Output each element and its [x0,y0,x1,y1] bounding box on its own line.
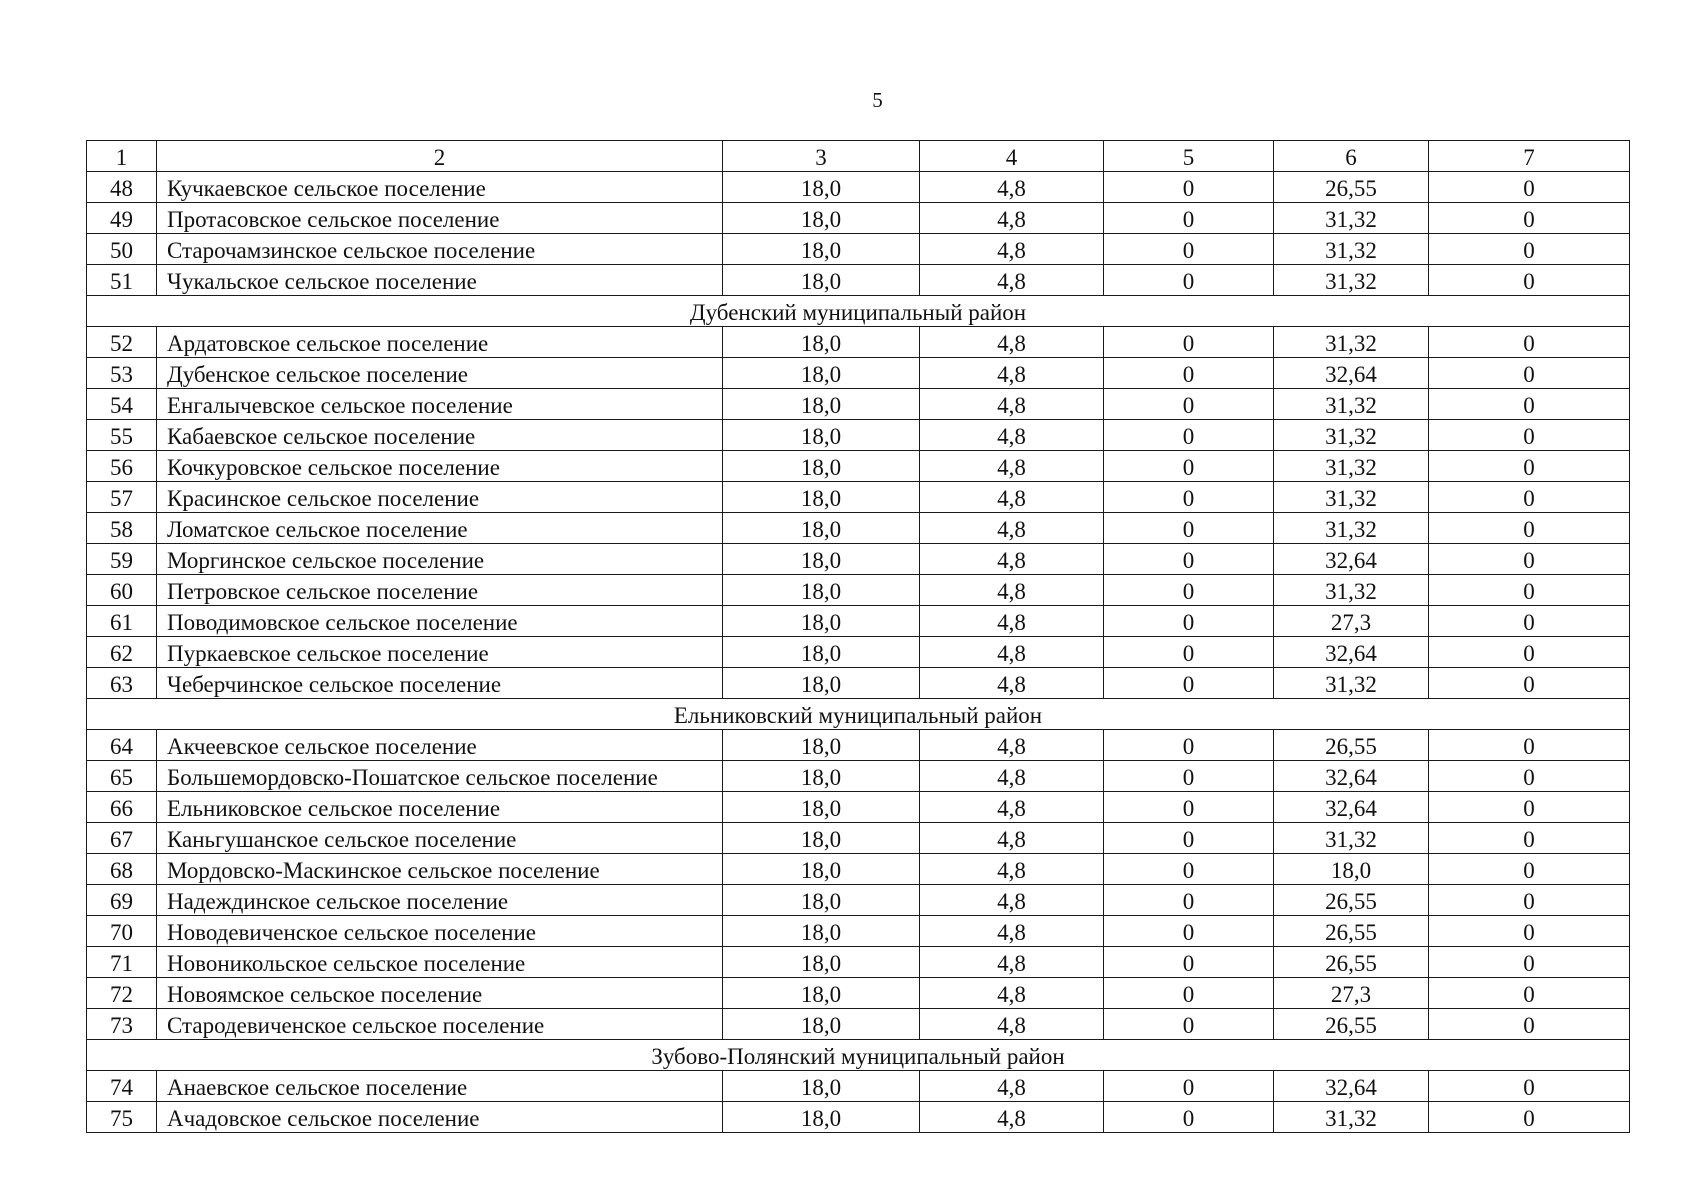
col4-cell: 4,8 [920,668,1104,699]
col4-cell: 4,8 [920,265,1104,296]
col3-cell: 18,0 [723,823,920,854]
col7-cell: 0 [1429,327,1630,358]
col4-cell: 4,8 [920,575,1104,606]
col6-cell: 32,64 [1274,358,1429,389]
col6-cell: 31,32 [1274,265,1429,296]
col6-cell: 31,32 [1274,327,1429,358]
col4-cell: 4,8 [920,234,1104,265]
row-number-cell: 67 [87,823,157,854]
settlement-name-cell: Большемордовско-Пошатское сельское поселение [157,761,723,792]
col7-cell: 0 [1429,668,1630,699]
header-cell: 3 [723,141,920,172]
col4-cell: 4,8 [920,916,1104,947]
col5-cell: 0 [1104,1102,1274,1133]
col6-cell: 31,32 [1274,668,1429,699]
row-number-cell: 51 [87,265,157,296]
col5-cell: 0 [1104,327,1274,358]
row-number-cell: 61 [87,606,157,637]
col7-cell: 0 [1429,420,1630,451]
col6-cell: 31,32 [1274,575,1429,606]
col5-cell: 0 [1104,203,1274,234]
settlement-name-cell: Кабаевское сельское поселение [157,420,723,451]
col4-cell: 4,8 [920,451,1104,482]
col4-cell: 4,8 [920,761,1104,792]
col6-cell: 32,64 [1274,792,1429,823]
col5-cell: 0 [1104,575,1274,606]
data-table [86,140,1630,1133]
col7-cell: 0 [1429,265,1630,296]
row-number-cell: 71 [87,947,157,978]
row-number-cell: 62 [87,637,157,668]
col4-cell: 4,8 [920,203,1104,234]
row-number-cell: 65 [87,761,157,792]
header-row [87,141,1630,172]
col7-cell: 0 [1429,823,1630,854]
col3-cell: 18,0 [723,1009,920,1040]
col7-cell: 0 [1429,606,1630,637]
col7-cell: 0 [1429,575,1630,606]
col3-cell: 18,0 [723,575,920,606]
table-row [87,203,1630,234]
col6-cell: 31,32 [1274,482,1429,513]
district-title: Зубово-Полянский муниципальный район [87,1040,1630,1071]
col4-cell: 4,8 [920,513,1104,544]
settlement-name-cell: Кочкуровское сельское поселение [157,451,723,482]
col7-cell: 0 [1429,916,1630,947]
header-cell: 6 [1274,141,1429,172]
col4-cell: 4,8 [920,544,1104,575]
col3-cell: 18,0 [723,792,920,823]
row-number-cell: 59 [87,544,157,575]
col6-cell: 31,32 [1274,1102,1429,1133]
table-row [87,451,1630,482]
settlement-name-cell: Анаевское сельское поселение [157,1071,723,1102]
settlement-name-cell: Петровское сельское поселение [157,575,723,606]
col5-cell: 0 [1104,451,1274,482]
col5-cell: 0 [1104,947,1274,978]
col3-cell: 18,0 [723,265,920,296]
row-number-cell: 52 [87,327,157,358]
settlement-name-cell: Надеждинское сельское поселение [157,885,723,916]
col4-cell: 4,8 [920,606,1104,637]
col5-cell: 0 [1104,978,1274,1009]
col6-cell: 32,64 [1274,544,1429,575]
row-number-cell: 56 [87,451,157,482]
col6-cell: 31,32 [1274,823,1429,854]
col3-cell: 18,0 [723,358,920,389]
col6-cell: 32,64 [1274,1071,1429,1102]
settlement-name-cell: Ельниковское сельское поселение [157,792,723,823]
col6-cell: 18,0 [1274,854,1429,885]
col4-cell: 4,8 [920,637,1104,668]
col5-cell: 0 [1104,265,1274,296]
header-cell: 1 [87,141,157,172]
col5-cell: 0 [1104,482,1274,513]
table-row [87,668,1630,699]
row-number-cell: 58 [87,513,157,544]
settlement-name-cell: Дубенское сельское поселение [157,358,723,389]
row-number-cell: 70 [87,916,157,947]
settlement-name-cell: Красинское сельское поселение [157,482,723,513]
col4-cell: 4,8 [920,978,1104,1009]
col6-cell: 26,55 [1274,730,1429,761]
table-row [87,761,1630,792]
table-row [87,327,1630,358]
col7-cell: 0 [1429,1009,1630,1040]
col6-cell: 31,32 [1274,389,1429,420]
col7-cell: 0 [1429,947,1630,978]
col7-cell: 0 [1429,730,1630,761]
settlement-name-cell: Чеберчинское сельское поселение [157,668,723,699]
header-cell: 7 [1429,141,1630,172]
settlement-name-cell: Каньгушанское сельское поселение [157,823,723,854]
col6-cell: 26,55 [1274,916,1429,947]
row-number-cell: 66 [87,792,157,823]
col3-cell: 18,0 [723,606,920,637]
col5-cell: 0 [1104,761,1274,792]
col3-cell: 18,0 [723,668,920,699]
col3-cell: 18,0 [723,482,920,513]
settlement-name-cell: Кучкаевское сельское поселение [157,172,723,203]
col5-cell: 0 [1104,1009,1274,1040]
page-number: 5 [872,88,883,112]
table-row [87,947,1630,978]
col7-cell: 0 [1429,358,1630,389]
row-number-cell: 64 [87,730,157,761]
row-number-cell: 57 [87,482,157,513]
header-cell: 2 [157,141,723,172]
col7-cell: 0 [1429,637,1630,668]
col3-cell: 18,0 [723,451,920,482]
col6-cell: 27,3 [1274,978,1429,1009]
table-row [87,730,1630,761]
col5-cell: 0 [1104,854,1274,885]
col3-cell: 18,0 [723,1071,920,1102]
settlement-name-cell: Ломатское сельское поселение [157,513,723,544]
col7-cell: 0 [1429,761,1630,792]
table-body [87,141,1630,1133]
table-row [87,420,1630,451]
col7-cell: 0 [1429,203,1630,234]
col7-cell: 0 [1429,234,1630,265]
col4-cell: 4,8 [920,482,1104,513]
col3-cell: 18,0 [723,854,920,885]
col7-cell: 0 [1429,792,1630,823]
col7-cell: 0 [1429,451,1630,482]
col5-cell: 0 [1104,172,1274,203]
col5-cell: 0 [1104,885,1274,916]
col3-cell: 18,0 [723,637,920,668]
row-number-cell: 74 [87,1071,157,1102]
settlement-name-cell: Пуркаевское сельское поселение [157,637,723,668]
district-title: Дубенский муниципальный район [87,296,1630,327]
col5-cell: 0 [1104,606,1274,637]
row-number-cell: 68 [87,854,157,885]
col4-cell: 4,8 [920,327,1104,358]
col3-cell: 18,0 [723,947,920,978]
col6-cell: 31,32 [1274,451,1429,482]
col5-cell: 0 [1104,668,1274,699]
table-row [87,885,1630,916]
col3-cell: 18,0 [723,327,920,358]
col4-cell: 4,8 [920,172,1104,203]
col3-cell: 18,0 [723,1102,920,1133]
col6-cell: 31,32 [1274,234,1429,265]
row-number-cell: 73 [87,1009,157,1040]
settlement-name-cell: Старочамзинское сельское поселение [157,234,723,265]
col3-cell: 18,0 [723,761,920,792]
settlement-name-cell: Новоникольское сельское поселение [157,947,723,978]
col3-cell: 18,0 [723,420,920,451]
col4-cell: 4,8 [920,1009,1104,1040]
table-row [87,172,1630,203]
col6-cell: 26,55 [1274,1009,1429,1040]
table-row [87,637,1630,668]
table-row [87,606,1630,637]
col5-cell: 0 [1104,637,1274,668]
settlement-name-cell: Поводимовское сельское поселение [157,606,723,637]
col4-cell: 4,8 [920,420,1104,451]
col5-cell: 0 [1104,916,1274,947]
table-row [87,916,1630,947]
settlement-name-cell: Новоямское сельское поселение [157,978,723,1009]
col4-cell: 4,8 [920,792,1104,823]
col3-cell: 18,0 [723,234,920,265]
row-number-cell: 48 [87,172,157,203]
col4-cell: 4,8 [920,1102,1104,1133]
col4-cell: 4,8 [920,358,1104,389]
table-row [87,1009,1630,1040]
col5-cell: 0 [1104,1071,1274,1102]
col6-cell: 26,55 [1274,885,1429,916]
district-section-row [87,296,1630,327]
col4-cell: 4,8 [920,1071,1104,1102]
col6-cell: 27,3 [1274,606,1429,637]
row-number-cell: 69 [87,885,157,916]
col6-cell: 32,64 [1274,637,1429,668]
settlement-name-cell: Ардатовское сельское поселение [157,327,723,358]
settlement-name-cell: Стародевиченское сельское поселение [157,1009,723,1040]
row-number-cell: 50 [87,234,157,265]
table-row [87,544,1630,575]
col5-cell: 0 [1104,358,1274,389]
table-row [87,792,1630,823]
settlement-name-cell: Енгалычевское сельское поселение [157,389,723,420]
row-number-cell: 75 [87,1102,157,1133]
table-row [87,575,1630,606]
col6-cell: 32,64 [1274,761,1429,792]
col7-cell: 0 [1429,1102,1630,1133]
row-number-cell: 54 [87,389,157,420]
col6-cell: 31,32 [1274,203,1429,234]
col7-cell: 0 [1429,978,1630,1009]
table-row [87,234,1630,265]
table-row [87,389,1630,420]
table-row [87,854,1630,885]
col7-cell: 0 [1429,854,1630,885]
row-number-cell: 49 [87,203,157,234]
settlement-name-cell: Мордовско-Маскинское сельское поселение [157,854,723,885]
col7-cell: 0 [1429,172,1630,203]
settlement-name-cell: Новодевиченское сельское поселение [157,916,723,947]
col5-cell: 0 [1104,823,1274,854]
col4-cell: 4,8 [920,730,1104,761]
settlement-name-cell: Чукальское сельское поселение [157,265,723,296]
col5-cell: 0 [1104,234,1274,265]
settlement-name-cell: Протасовское сельское поселение [157,203,723,234]
table-row [87,358,1630,389]
col5-cell: 0 [1104,389,1274,420]
table-row [87,823,1630,854]
col3-cell: 18,0 [723,978,920,1009]
col5-cell: 0 [1104,792,1274,823]
col7-cell: 0 [1429,482,1630,513]
col5-cell: 0 [1104,513,1274,544]
col7-cell: 0 [1429,1071,1630,1102]
col4-cell: 4,8 [920,823,1104,854]
header-cell: 4 [920,141,1104,172]
table-row [87,1102,1630,1133]
col6-cell: 26,55 [1274,947,1429,978]
header-cell: 5 [1104,141,1274,172]
col5-cell: 0 [1104,730,1274,761]
col3-cell: 18,0 [723,172,920,203]
col3-cell: 18,0 [723,513,920,544]
col3-cell: 18,0 [723,544,920,575]
col7-cell: 0 [1429,544,1630,575]
col5-cell: 0 [1104,544,1274,575]
col3-cell: 18,0 [723,916,920,947]
row-number-cell: 53 [87,358,157,389]
col7-cell: 0 [1429,885,1630,916]
col4-cell: 4,8 [920,854,1104,885]
district-title: Ельниковский муниципальный район [87,699,1630,730]
row-number-cell: 60 [87,575,157,606]
col4-cell: 4,8 [920,947,1104,978]
row-number-cell: 55 [87,420,157,451]
col7-cell: 0 [1429,389,1630,420]
col4-cell: 4,8 [920,389,1104,420]
settlement-name-cell: Ачадовское сельское поселение [157,1102,723,1133]
col3-cell: 18,0 [723,885,920,916]
table-row [87,482,1630,513]
table-row [87,513,1630,544]
col3-cell: 18,0 [723,730,920,761]
table-row [87,1071,1630,1102]
col4-cell: 4,8 [920,885,1104,916]
col3-cell: 18,0 [723,389,920,420]
district-section-row [87,699,1630,730]
col6-cell: 31,32 [1274,513,1429,544]
col6-cell: 31,32 [1274,420,1429,451]
row-number-cell: 63 [87,668,157,699]
settlement-name-cell: Моргинское сельское поселение [157,544,723,575]
district-section-row [87,1040,1630,1071]
settlement-name-cell: Акчеевское сельское поселение [157,730,723,761]
table-row [87,265,1630,296]
row-number-cell: 72 [87,978,157,1009]
col5-cell: 0 [1104,420,1274,451]
col7-cell: 0 [1429,513,1630,544]
col3-cell: 18,0 [723,203,920,234]
table-row [87,978,1630,1009]
col6-cell: 26,55 [1274,172,1429,203]
